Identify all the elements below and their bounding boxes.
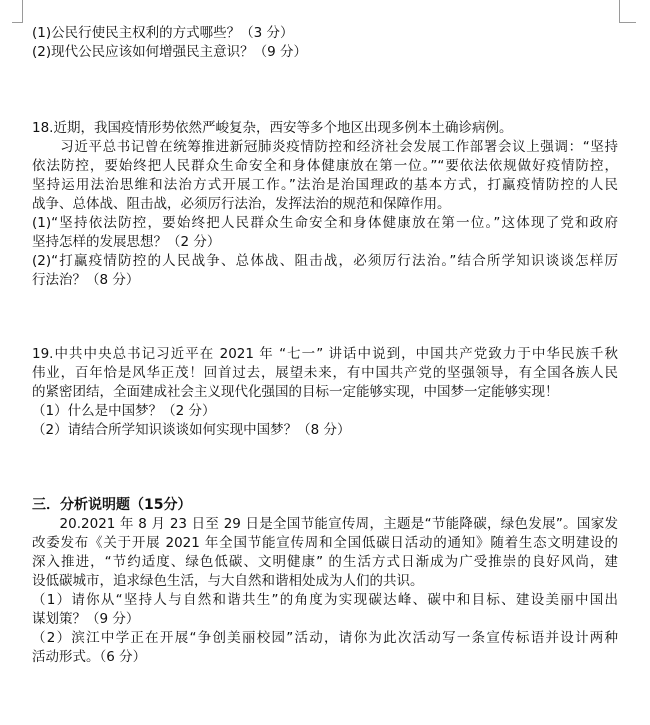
question-20-sub1-cont: 谋划策？（9 分） — [32, 611, 140, 627]
question-18-sub2: (2)“打赢疫情防控的人民战争、总体战、阻击战，必须厉行法治。”结合所学知识谈谈怎样厉 — [32, 253, 618, 269]
question-19-line: 伟业，百年恰是风华正茂！回首过去，展望未来，有中国共产党的坚强领导，有全国各族人民 — [32, 365, 618, 381]
question-20-sub2-cont: 活动形式。（6 分） — [32, 649, 147, 665]
question-19-line: 的紧密团结，全面建成社会主义现代化强国的目标一定能够实现，中国梦一定能够实现！ — [32, 384, 559, 400]
question-18-line: 战争、总体战、阻击战，必须厉行法治，发挥法治的规范和保障作用。 — [32, 196, 451, 212]
question-20-sub1: （1）请你从“坚持人与自然和谐共生”的角度为实现碳达峰、碳中和目标、建设美丽中国出 — [32, 592, 618, 608]
question-18-line: 习近平总书记曾在统筹推进新冠肺炎疫情防控和经济社会发展工作部署会议上强调：“坚持 — [32, 139, 618, 155]
section-3 — [32, 496, 618, 667]
question-18-line: 依法防控，要始终把人民群众生命安全和身体健康放在第一位。”“要依法依规做好疫情防控， — [32, 158, 618, 174]
question-18-sub1: (1)“坚持依法防控，要始终把人民群众生命安全和身体健康放在第一位。”这体现了党和政府 — [32, 215, 618, 231]
page-corner-mark-right — [619, 0, 636, 23]
question-19-sub2: （2）请结合所学知识谈谈如何实现中国梦？（8 分） — [32, 422, 351, 438]
page-corner-mark-left — [12, 0, 23, 23]
question-18-line: 坚持运用法治思维和法治方式开展工作。”法治是治国理政的基本方式，打赢疫情防控的人民 — [32, 177, 618, 193]
question-18-sub2-cont: 行法治？（8 分） — [32, 272, 140, 288]
question-20-line: 设低碳城市，追求绿色生活，与大自然和谐相处成为人们的共识。 — [32, 573, 424, 589]
question-18 — [32, 119, 618, 290]
question-20-line: 20.2021 年 8 月 23 日至 29 日是全国节能宣传周，主题是“节能降碳，绿色发展”。国家发 — [32, 516, 618, 532]
question-18-sub1-cont: 坚持怎样的发展思想？（2 分） — [32, 234, 221, 250]
question-19-sub1: （1）什么是中国梦？（2 分） — [32, 403, 216, 419]
question-20-line: 深入推进，“节约适度、绿色低碳、文明健康” 的生活方式日渐成为广受推崇的良好风尚，建 — [32, 554, 618, 570]
question-19-line: 19.中共中央总书记习近平在 2021 年 “七一” 讲话中说到，中国共产党致力于中华民族千秋 — [32, 346, 618, 362]
question-17-sub1: (1)公民行使民主权利的方式哪些？（3 分） — [32, 25, 294, 41]
question-20-sub2: （2）滨江中学正在开展“争创美丽校园”活动，请你为此次活动写一条宣传标语并设计两种 — [32, 630, 618, 646]
section-3-title: 三．分析说明题（15分） — [32, 497, 192, 513]
question-17-subquestions — [32, 24, 618, 62]
question-19 — [32, 345, 618, 440]
question-17-sub2: (2)现代公民应该如何增强民主意识？（9 分） — [32, 44, 308, 60]
question-20-line: 改委发布《关于开展 2021 年全国节能宣传周和全国低碳日活动的通知》随着生态文明建设的 — [32, 535, 618, 551]
question-18-line: 18.近期，我国疫情形势依然严峻复杂，西安等多个地区出现多例本土确诊病例。 — [32, 120, 513, 136]
